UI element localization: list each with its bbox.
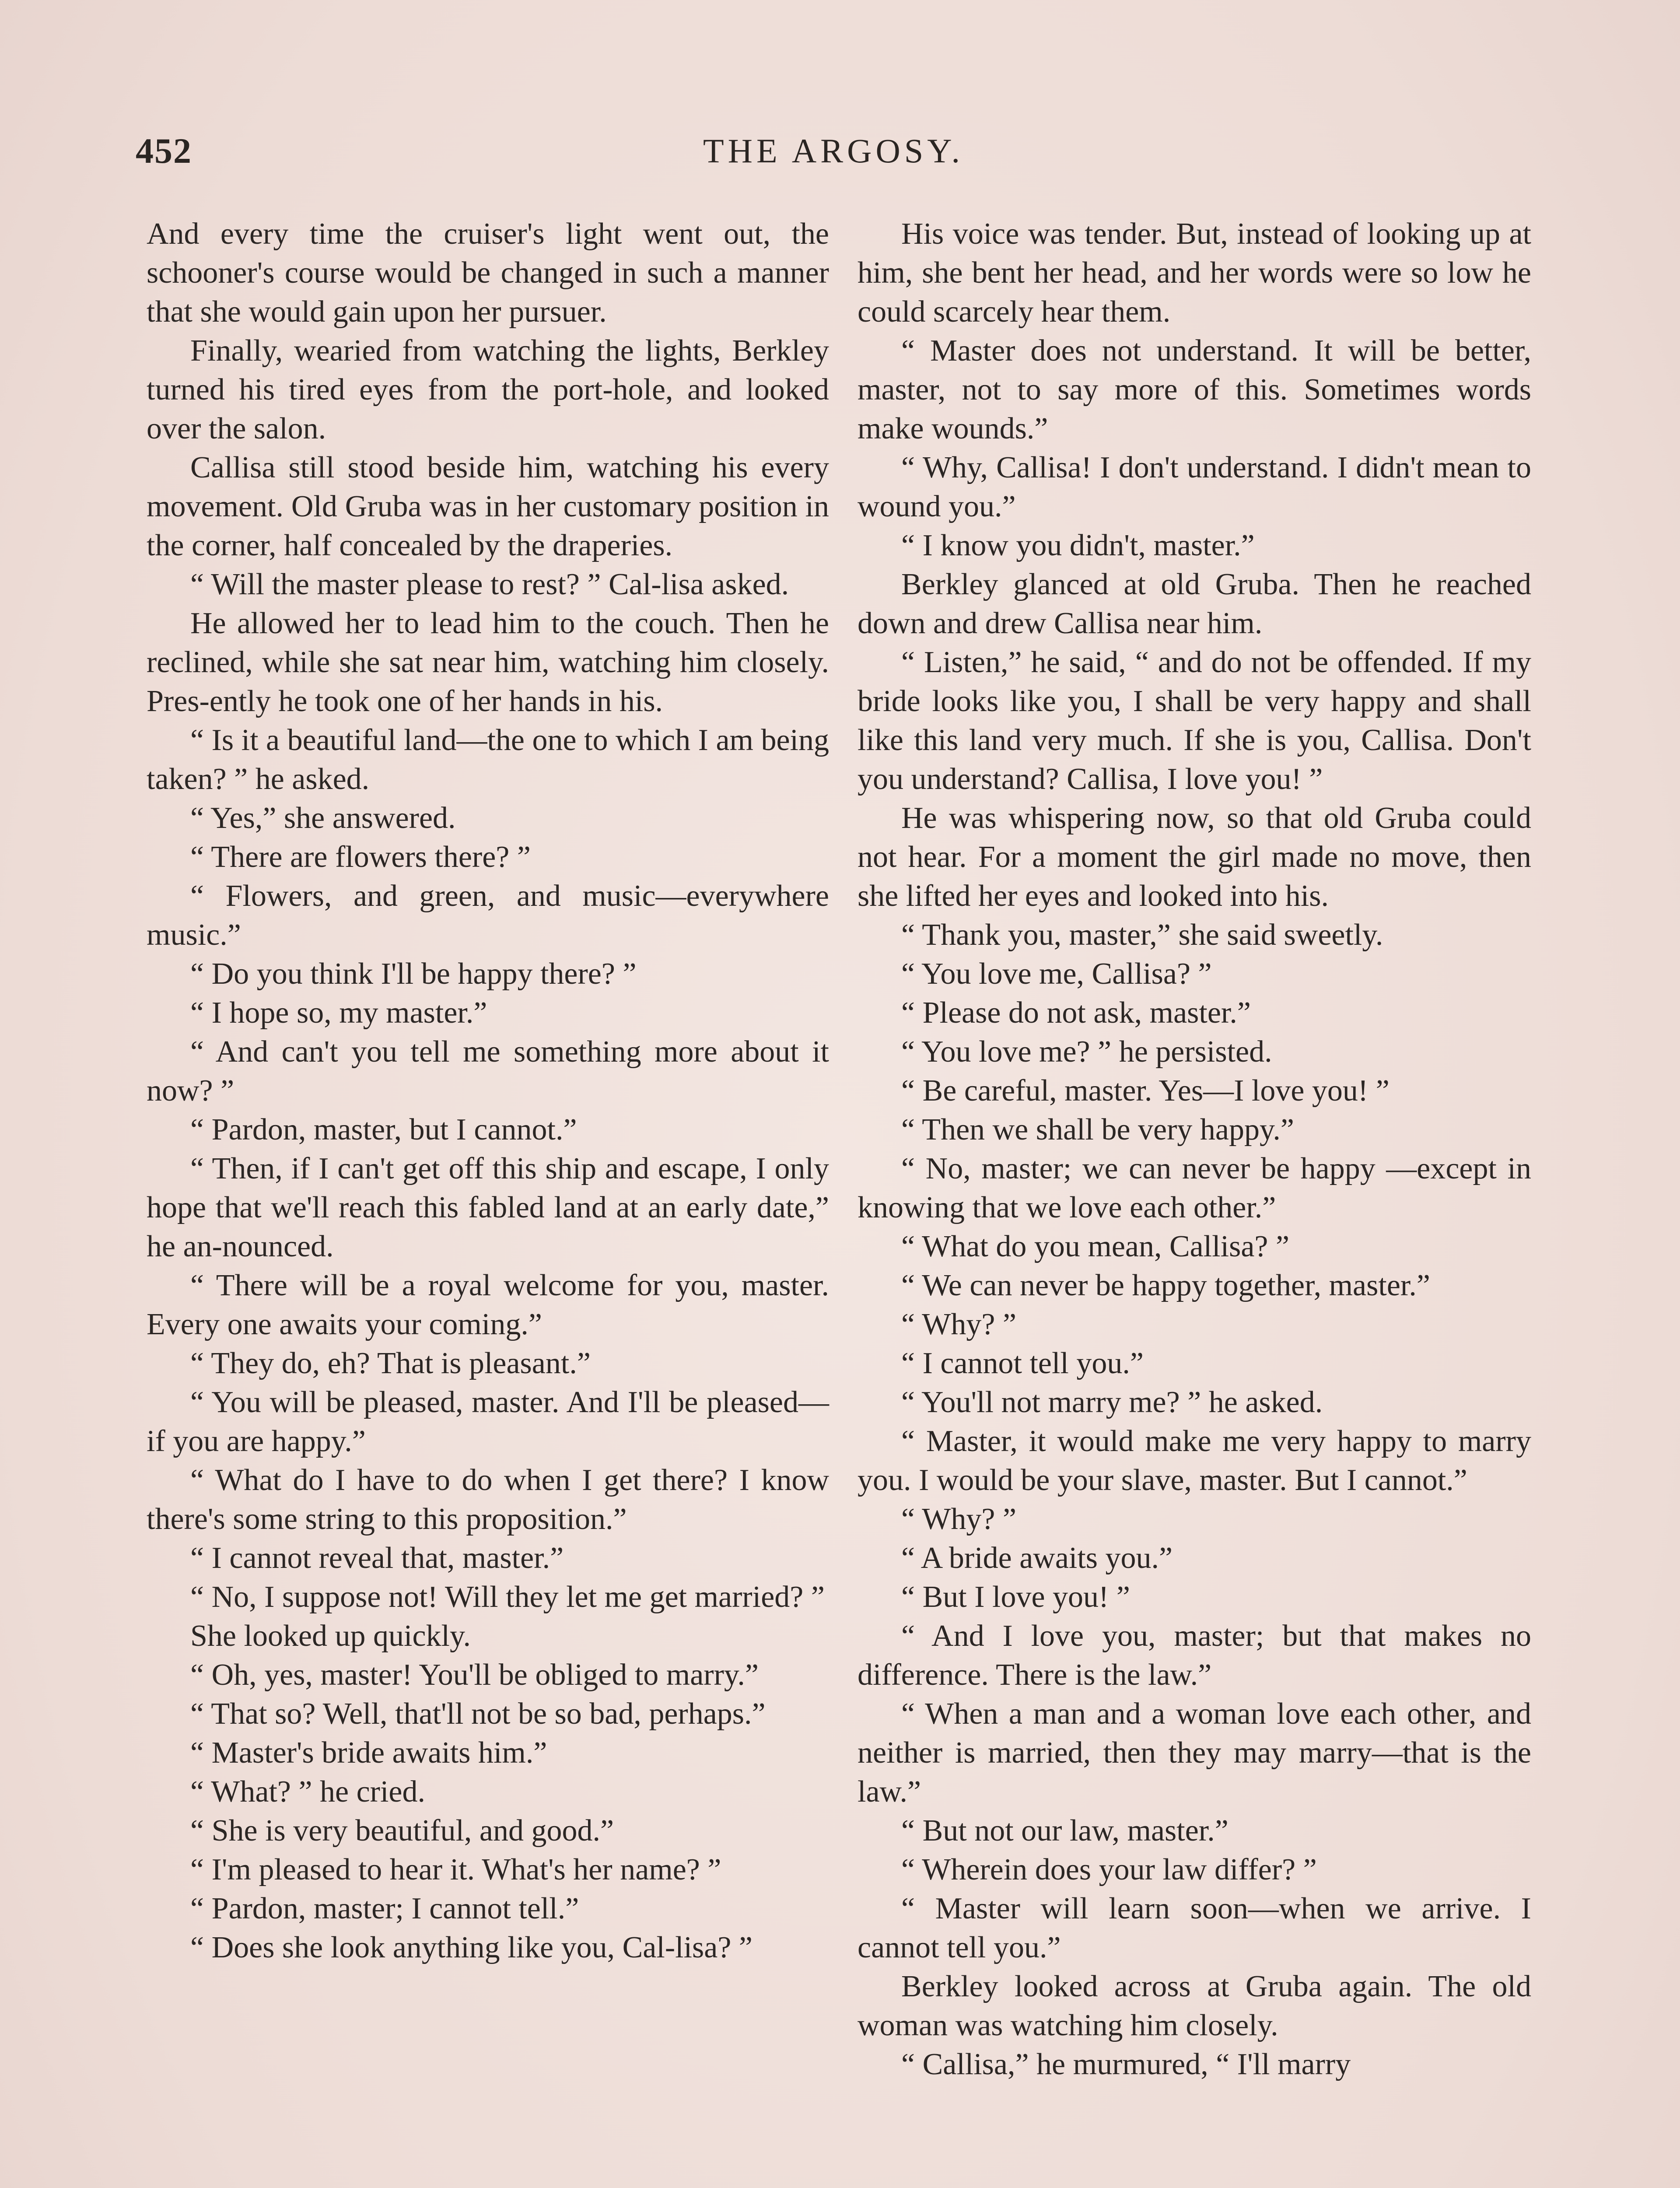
page-number: 452 — [136, 131, 192, 171]
paragraph: Berkley looked across at Gruba again. The old woman was watching him closely. — [858, 1970, 1531, 2042]
paragraph: “ I cannot tell you.” — [901, 1346, 1144, 1380]
paragraph: “ Wherein does your law differ? ” — [901, 1853, 1317, 1886]
paragraph: “ What do I have to do when I get there? I know there's some string to this proposition.” — [147, 1463, 829, 1536]
paragraph: “ I hope so, my master.” — [190, 996, 487, 1030]
paragraph: “ Do you think I'll be happy there? ” — [190, 957, 637, 991]
right-text-column — [858, 214, 1531, 2084]
paragraph: “ But not our law, master.” — [901, 1814, 1228, 1848]
paragraph: “ What? ” he cried. — [190, 1775, 425, 1809]
paragraph: “ And can't you tell me something more about it now? ” — [147, 1035, 829, 1108]
paragraph: “ You'll not marry me? ” he asked. — [901, 1385, 1323, 1419]
paragraph: “ No, master; we can never be happy —except in knowing that we love each other.” — [858, 1152, 1531, 1224]
paragraph: “ But I love you! ” — [901, 1580, 1130, 1614]
paragraph: Callisa still stood beside him, watching his every movement. Old Gruba was in her customary position in the corner, half concealed by the draperies. — [147, 451, 829, 562]
paragraph: “ That so? Well, that'll not be so bad, perhaps.” — [190, 1697, 766, 1731]
paragraph: “ Master will learn soon—when we arrive. I cannot tell you.” — [858, 1892, 1531, 1964]
paragraph: “ Is it a beautiful land—the one to which I am being taken? ” he asked. — [147, 723, 829, 796]
paragraph: “ Be careful, master. Yes—I love you! ” — [901, 1074, 1390, 1108]
paragraph: “ Flowers, and green, and music—everywhere music.” — [147, 879, 829, 952]
paragraph: “ Does she look anything like you, Cal-lisa? ” — [190, 1931, 752, 1964]
paragraph: He allowed her to lead him to the couch. Then he reclined, while she sat near him, watching him closely. Pres-ently he took one of her hands in his. — [147, 607, 829, 718]
paragraph: Finally, wearied from watching the lights, Berkley turned his tired eyes from the port-hole, and looked over the salon. — [147, 334, 829, 445]
paragraph: “ Please do not ask, master.” — [901, 996, 1251, 1030]
paragraph: “ Why? ” — [901, 1308, 1017, 1341]
paragraph: “ When a man and a woman love each other, and neither is married, then they may marry—that is the law.” — [858, 1697, 1531, 1809]
paragraph: “ Master does not understand. It will be better, master, not to say more of this. Sometimes words make wounds.” — [858, 334, 1531, 445]
paragraph: “ And I love you, master; but that makes no difference. There is the law.” — [858, 1619, 1531, 1692]
paragraph: “ Will the master please to rest? ” Cal-lisa asked. — [190, 568, 789, 601]
paragraph: “ Listen,” he said, “ and do not be offended. If my bride looks like you, I shall be very happy and shall like this land very much. If she is you, Callisa. Don't you understand? Callisa, I love you! ” — [858, 645, 1531, 796]
paragraph: “ There are flowers there? ” — [190, 840, 531, 874]
paragraph: “ No, I suppose not! Will they let me get married? ” — [190, 1580, 825, 1614]
paragraph: “ I'm pleased to hear it. What's her name? ” — [190, 1853, 721, 1886]
paragraph: And every time the cruiser's light went out, the schooner's course would be changed in such a manner that she would gain upon her pursuer. — [147, 217, 829, 329]
paragraph: “ A bride awaits you.” — [901, 1541, 1173, 1575]
paragraph: “ You love me? ” he persisted. — [901, 1035, 1272, 1069]
paragraph: “ Why, Callisa! I don't understand. I didn't mean to wound you.” — [858, 451, 1531, 523]
paragraph: “ Master's bride awaits him.” — [190, 1736, 547, 1770]
paragraph: “ We can never be happy together, master.” — [901, 1269, 1430, 1302]
paragraph: She looked up quickly. — [190, 1619, 471, 1653]
paragraph: “ They do, eh? That is pleasant.” — [190, 1346, 591, 1380]
paragraph: “ Master, it would make me very happy to marry you. I would be your slave, master. But I cannot.” — [858, 1424, 1531, 1497]
paragraph: “ I know you didn't, master.” — [901, 529, 1255, 562]
paragraph: “ There will be a royal welcome for you, master. Every one awaits your coming.” — [147, 1269, 829, 1341]
paragraph: “ Pardon, master; I cannot tell.” — [190, 1892, 579, 1925]
paragraph: His voice was tender. But, instead of looking up at him, she bent her head, and her words were so low he could scarcely hear them. — [858, 217, 1531, 329]
paragraph: “ Why? ” — [901, 1502, 1017, 1536]
paragraph: “ Yes,” she answered. — [190, 801, 456, 835]
paragraph: “ What do you mean, Callisa? ” — [901, 1230, 1290, 1263]
paragraph: “ Then we shall be very happy.” — [901, 1113, 1295, 1147]
paragraph: “ You will be pleased, master. And I'll be pleased—if you are happy.” — [147, 1385, 829, 1458]
paragraph: “ Callisa,” he murmured, “ I'll marry — [901, 2048, 1351, 2081]
left-text-column — [147, 214, 829, 1967]
paragraph: “ Then, if I can't get off this ship and escape, I only hope that we'll reach this fabled land at an early date,” he an-nounced. — [147, 1152, 829, 1263]
paragraph: He was whispering now, so that old Gruba could not hear. For a moment the girl made no move, then she lifted her eyes and looked into his. — [858, 801, 1531, 913]
paragraph: “ I cannot reveal that, master.” — [190, 1541, 564, 1575]
paragraph: “ Pardon, master, but I cannot.” — [190, 1113, 577, 1147]
paragraph: “ Thank you, master,” she said sweetly. — [901, 918, 1383, 952]
paragraph: Berkley glanced at old Gruba. Then he reached down and drew Callisa near him. — [858, 568, 1531, 640]
paragraph: “ Oh, yes, master! You'll be obliged to marry.” — [190, 1658, 759, 1692]
running-title: THE ARGOSY. — [703, 132, 964, 170]
page-header — [136, 127, 1531, 179]
paragraph: “ You love me, Callisa? ” — [901, 957, 1212, 991]
paragraph: “ She is very beautiful, and good.” — [190, 1814, 614, 1848]
